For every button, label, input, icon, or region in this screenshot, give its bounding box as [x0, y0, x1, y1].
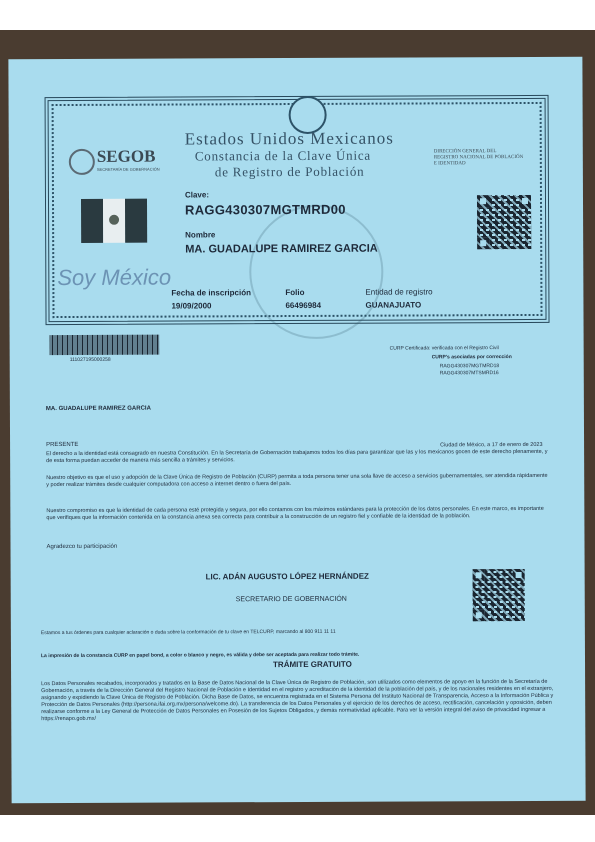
folio-label: Folio [285, 287, 305, 298]
fecha-value: 19/09/2000 [171, 301, 212, 311]
signer-title: SECRETARIO DE GOBERNACIÓN [235, 595, 347, 604]
certified-text: CURP Certificada: verificada con el Registro Civil [389, 345, 499, 352]
signature-qr-code-icon [473, 569, 525, 621]
country-title: Estados Unidos Mexicanos [184, 128, 394, 149]
letter-paragraph-1: El derecho a la identidad está consagrado en nuestra Constitución. En la Secretaría de Gobernación trabajamos todos los días para garantizar que las y los mexicanos gocen de este derecho plenamente, y de esta forma puedan acceder de manera más sencilla a trámites y servicios. [46, 448, 548, 465]
print-note: La impresión de la constancia CURP en papel bond, a color o blanco y negro, es válida y debe ser aceptada para realizar todo trámite. [40, 651, 360, 660]
free-procedure: TRÁMITE GRATUITO [273, 659, 352, 670]
letter-date: Ciudad de México, a 17 de enero de 2023 [440, 441, 543, 449]
letter-recipient: MA. GUADALUPE RAMIREZ GARCIA [45, 405, 151, 413]
curp-document [8, 57, 585, 803]
nombre-label: Nombre [185, 230, 216, 240]
soy-mexico-slogan: Soy México [57, 264, 172, 291]
segob-subtitle: SECRETARÍA DE GOBERNACIÓN [96, 166, 160, 172]
entidad-label: Entidad de registro [365, 287, 433, 297]
letter-presente: PRESENTE [46, 441, 79, 449]
entidad-value: GUANAJUATO [365, 300, 422, 310]
letter-paragraph-3: Nuestro compromiso es que la identidad de cada persona esté protegida y segura, por ello contamos con los máximos estándares para la protección de los datos personales. En este marco, es importante que verifiques que la información contenida en la constancia anexa sea correcta para contribuir a la construcción de un registro fiel y confiable de la identidad de la población. [46, 505, 544, 522]
fecha-label: Fecha de inscripción [171, 288, 251, 298]
document-title-line2: de Registro de Población [214, 163, 365, 180]
associated-curp-2: RAGG430307MTSMRD16 [439, 370, 499, 377]
contact-note: Estamos a tus órdenes para cualquier aclaración o duda sobre la conformación de tu clave en TELCURP, marcando al 800 911 11 11 [40, 628, 336, 637]
nombre-value: MA. GUADALUPE RAMIREZ GARCIA [185, 242, 378, 256]
watermark-seal-icon [249, 205, 384, 340]
folio-value: 66496984 [285, 300, 322, 311]
signer-name: LIC. ADÁN AUGUSTO LÓPEZ HERNÁNDEZ [205, 571, 369, 582]
privacy-notice: Los Datos Personales recabados, incorporados y tratados en la Base de Datos Nacional de la Clave Única de Registro de Población, son utilizados como elementos de apoyo en la función de la Secretaría de Gobernación, a través de la Dirección General del Registro Nacional de Población e Identidad en el registro y acreditación de la identidad de la población del país, y de los nacionales residentes en el extranjero, asignando y expidiendo la Clave Única de Registro de Población. Dicha Base de Datos, se encuentra registrada en el Sistema Persona del Instituto Nacional de Transparencia, Acceso a la Información Pública y Protección de Datos Personales (http://persona.ifai.org.mx/persona/welcome.do). La transferencia de los Datos Personales y el ejercicio de los derechos de acceso, rectificación, cancelación y oposición, deben realizarse conforme a la Ley General de Protección de Datos Personales en Posesión de los Sujetos Obligados, y demás normatividad aplicable. Para ver la versión integral del aviso de privacidad ingresar a https://renapo.gob.mx/ [41, 678, 554, 723]
mexico-flag-icon [81, 199, 147, 243]
qr-code-icon [477, 195, 531, 249]
associated-title: CURP's asociadas por corrección [431, 354, 512, 361]
associated-curp-1: RAGG430307MGTMRD18 [439, 363, 500, 370]
letter-thanks: Agradezco tu participación [46, 543, 118, 551]
letter-paragraph-2: Nuestro objetivo es que el uso y adopción de la Clave Única de Registro de Población (CURP) permita a toda persona tener una sola llave de acceso a servicios gubernamentales, ser atendida rápidamente y poder realizar trámites desde cualquier computadora con acceso a internet dentro o fuera del país. [46, 472, 548, 489]
directorate-label: DIRECCIÓN GENERAL DEL REGISTRO NACIONAL DE POBLACIÓN E IDENTIDAD [433, 149, 524, 167]
curp-value: RAGG430307MGTMRD00 [185, 201, 346, 218]
barcode-icon [50, 335, 160, 355]
document-title-line1: Constancia de la Clave Única [194, 147, 372, 164]
clave-label: Clave: [184, 190, 210, 200]
barcode-number: 111027195000258 [69, 356, 111, 363]
segob-emblem-icon [69, 149, 95, 175]
segob-logo-text: SEGOB [96, 146, 156, 166]
